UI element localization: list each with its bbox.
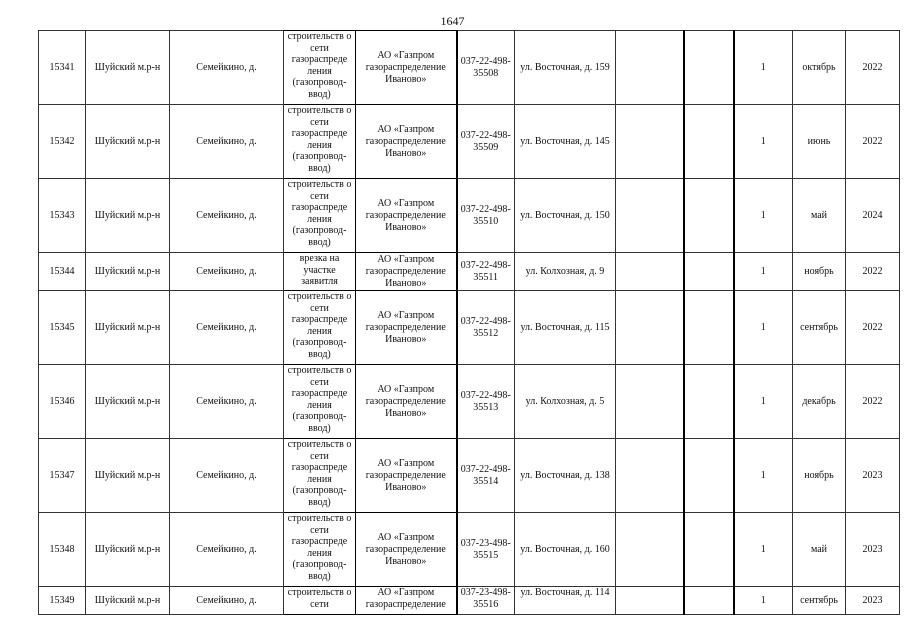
registration-number-cell: 037-22-498-35508 bbox=[457, 31, 515, 105]
locality-cell: Семейкино, д. bbox=[170, 439, 284, 513]
locality-cell: Семейкино, д. bbox=[170, 365, 284, 439]
table-row bbox=[39, 439, 900, 513]
district-cell: Шуйский м.р-н bbox=[86, 179, 170, 253]
locality-cell: Семейкино, д. bbox=[170, 179, 284, 253]
year-cell: 2022 bbox=[846, 253, 900, 291]
work-type-cell: строительств о сети bbox=[284, 587, 356, 615]
locality-cell: Семейкино, д. bbox=[170, 513, 284, 587]
row-number: 15349 bbox=[39, 587, 86, 615]
month-cell: октябрь bbox=[793, 31, 846, 105]
row-number: 15345 bbox=[39, 291, 86, 365]
registration-number-cell: 037-22-498-35509 bbox=[457, 105, 515, 179]
quantity-cell: 1 bbox=[734, 179, 793, 253]
organization-cell: АО «Газпром газораспределение bbox=[356, 587, 457, 615]
year-cell: 2022 bbox=[846, 31, 900, 105]
work-type-cell: строительств о сети газораспреде ления (газопровод-ввод) bbox=[284, 439, 356, 513]
work-type-cell: строительств о сети газораспреде ления (газопровод-ввод) bbox=[284, 179, 356, 253]
row-number: 15341 bbox=[39, 31, 86, 105]
quantity-cell: 1 bbox=[734, 365, 793, 439]
row-number: 15347 bbox=[39, 439, 86, 513]
row-number: 15348 bbox=[39, 513, 86, 587]
district-cell: Шуйский м.р-н bbox=[86, 253, 170, 291]
table-row bbox=[39, 365, 900, 439]
quantity-cell: 1 bbox=[734, 105, 793, 179]
organization-cell: АО «Газпром газораспределение Иваново» bbox=[356, 253, 457, 291]
address-cell: ул. Восточная, д. 159 bbox=[515, 31, 616, 105]
row-number: 15343 bbox=[39, 179, 86, 253]
district-cell: Шуйский м.р-н bbox=[86, 439, 170, 513]
page-number: 1647 bbox=[440, 14, 465, 28]
quantity-cell: 1 bbox=[734, 31, 793, 105]
month-cell: май bbox=[793, 513, 846, 587]
quantity-cell: 1 bbox=[734, 439, 793, 513]
district-cell: Шуйский м.р-н bbox=[86, 31, 170, 105]
address-cell: ул. Восточная, д. 114 bbox=[515, 587, 616, 615]
year-cell: 2022 bbox=[846, 105, 900, 179]
registration-number-cell: 037-22-498-35514 bbox=[457, 439, 515, 513]
district-cell: Шуйский м.р-н bbox=[86, 365, 170, 439]
registration-number-cell: 037-23-498-35515 bbox=[457, 513, 515, 587]
address-cell: ул. Колхозная, д. 9 bbox=[515, 253, 616, 291]
empty-cell bbox=[684, 513, 734, 587]
table-row bbox=[39, 587, 900, 615]
month-cell: июнь bbox=[793, 105, 846, 179]
work-type-cell: строительств о сети газораспреде ления (газопровод-ввод) bbox=[284, 365, 356, 439]
address-cell: ул. Восточная, д. 115 bbox=[515, 291, 616, 365]
address-cell: ул. Восточная, д. 145 bbox=[515, 105, 616, 179]
quantity-cell: 1 bbox=[734, 291, 793, 365]
month-cell: сентябрь bbox=[793, 291, 846, 365]
locality-cell: Семейкино, д. bbox=[170, 105, 284, 179]
quantity-cell: 1 bbox=[734, 587, 793, 615]
empty-cell bbox=[684, 31, 734, 105]
quantity-cell: 1 bbox=[734, 253, 793, 291]
empty-cell bbox=[616, 291, 684, 365]
registration-number-cell: 037-22-498-35513 bbox=[457, 365, 515, 439]
year-cell: 2022 bbox=[846, 365, 900, 439]
registration-number-cell: 037-23-498-35516 bbox=[457, 587, 515, 615]
empty-cell bbox=[616, 513, 684, 587]
address-cell: ул. Восточная, д. 150 bbox=[515, 179, 616, 253]
year-cell: 2023 bbox=[846, 513, 900, 587]
empty-cell bbox=[684, 253, 734, 291]
district-cell: Шуйский м.р-н bbox=[86, 105, 170, 179]
district-cell: Шуйский м.р-н bbox=[86, 587, 170, 615]
district-cell: Шуйский м.р-н bbox=[86, 291, 170, 365]
organization-cell: АО «Газпром газораспределение Иваново» bbox=[356, 31, 457, 105]
work-type-cell: строительств о сети газораспреде ления (газопровод-ввод) bbox=[284, 513, 356, 587]
registration-number-cell: 037-22-498-35511 bbox=[457, 253, 515, 291]
registration-number-cell: 037-22-498-35512 bbox=[457, 291, 515, 365]
organization-cell: АО «Газпром газораспределение Иваново» bbox=[356, 513, 457, 587]
empty-cell bbox=[616, 439, 684, 513]
row-number: 15342 bbox=[39, 105, 86, 179]
organization-cell: АО «Газпром газораспределение Иваново» bbox=[356, 105, 457, 179]
empty-cell bbox=[684, 291, 734, 365]
address-cell: ул. Колхозная, д. 5 bbox=[515, 365, 616, 439]
work-type-cell: строительств о сети газораспреде ления (газопровод-ввод) bbox=[284, 31, 356, 105]
quantity-cell: 1 bbox=[734, 513, 793, 587]
empty-cell bbox=[684, 105, 734, 179]
month-cell: ноябрь bbox=[793, 439, 846, 513]
year-cell: 2022 bbox=[846, 291, 900, 365]
organization-cell: АО «Газпром газораспределение Иваново» bbox=[356, 365, 457, 439]
empty-cell bbox=[616, 253, 684, 291]
district-cell: Шуйский м.р-н bbox=[86, 513, 170, 587]
table-row bbox=[39, 179, 900, 253]
year-cell: 2024 bbox=[846, 179, 900, 253]
empty-cell bbox=[684, 587, 734, 615]
row-number: 15346 bbox=[39, 365, 86, 439]
registration-number-cell: 037-22-498-35510 bbox=[457, 179, 515, 253]
empty-cell bbox=[616, 179, 684, 253]
work-type-cell: строительств о сети газораспреде ления (газопровод-ввод) bbox=[284, 291, 356, 365]
empty-cell bbox=[684, 179, 734, 253]
row-number: 15344 bbox=[39, 253, 86, 291]
year-cell: 2023 bbox=[846, 587, 900, 615]
month-cell: декабрь bbox=[793, 365, 846, 439]
organization-cell: АО «Газпром газораспределение Иваново» bbox=[356, 439, 457, 513]
locality-cell: Семейкино, д. bbox=[170, 587, 284, 615]
registry-table bbox=[38, 30, 900, 615]
address-cell: ул. Восточная, д. 138 bbox=[515, 439, 616, 513]
month-cell: сентябрь bbox=[793, 587, 846, 615]
empty-cell bbox=[684, 365, 734, 439]
month-cell: май bbox=[793, 179, 846, 253]
organization-cell: АО «Газпром газораспределение Иваново» bbox=[356, 179, 457, 253]
locality-cell: Семейкино, д. bbox=[170, 31, 284, 105]
empty-cell bbox=[616, 365, 684, 439]
empty-cell bbox=[616, 105, 684, 179]
empty-cell bbox=[616, 587, 684, 615]
locality-cell: Семейкино, д. bbox=[170, 291, 284, 365]
locality-cell: Семейкино, д. bbox=[170, 253, 284, 291]
year-cell: 2023 bbox=[846, 439, 900, 513]
table-row bbox=[39, 291, 900, 365]
month-cell: ноябрь bbox=[793, 253, 846, 291]
table-row bbox=[39, 253, 900, 291]
organization-cell: АО «Газпром газораспределение Иваново» bbox=[356, 291, 457, 365]
empty-cell bbox=[616, 31, 684, 105]
address-cell: ул. Восточная, д. 160 bbox=[515, 513, 616, 587]
work-type-cell: строительств о сети газораспреде ления (газопровод-ввод) bbox=[284, 105, 356, 179]
table-row bbox=[39, 513, 900, 587]
empty-cell bbox=[684, 439, 734, 513]
table-row bbox=[39, 31, 900, 105]
table-row bbox=[39, 105, 900, 179]
work-type-cell: врезка на участке заявитля bbox=[284, 253, 356, 291]
